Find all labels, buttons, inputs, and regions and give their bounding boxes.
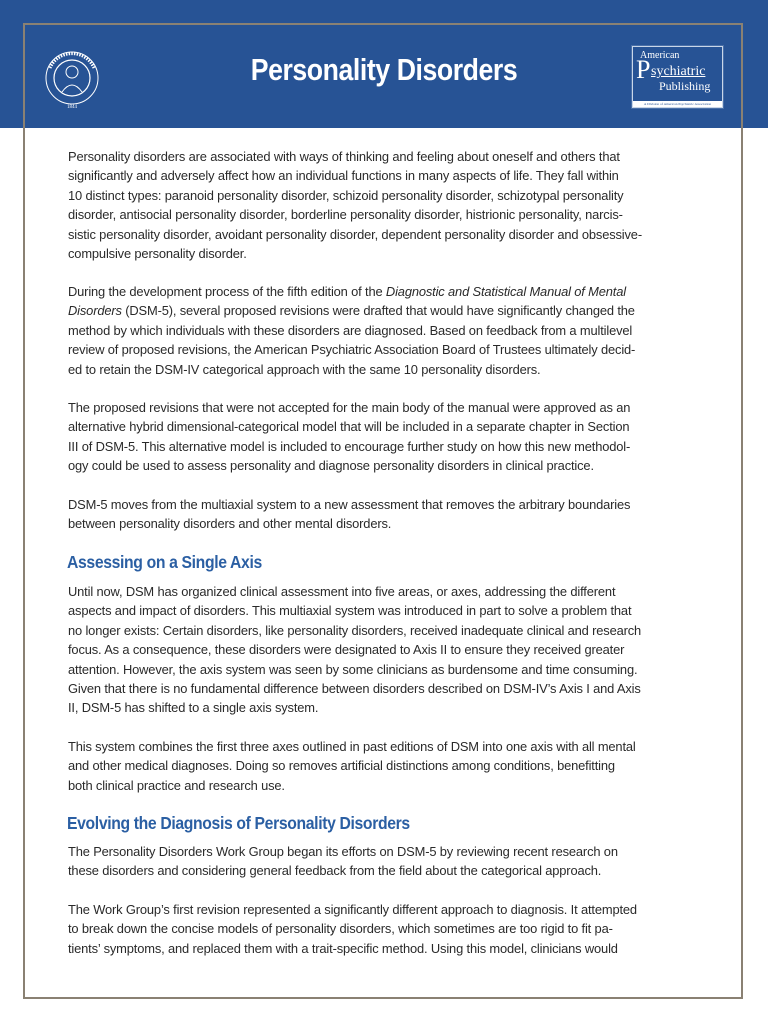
- paragraph-intro: [68, 147, 708, 263]
- text-line: these disorders and considering general feedback from the field about the categorical approach.: [68, 863, 602, 879]
- text-line: and other medical diagnoses. Doing so removes artificial distinctions among conditions, benefitting: [68, 758, 615, 774]
- text-line: Given that there is no fundamental difference between disorders described on DSM-IV’s Axis I and Axis: [68, 681, 641, 697]
- text-line: ed to retain the DSM-IV categorical approach with the same 10 personality disorders.: [68, 361, 541, 377]
- text-line: 10 distinct types: paranoid personality disorder, schizoid personality disorder, schizotypal personality: [68, 187, 624, 203]
- text-line: attention. However, the axis system was seen by some clinicians as burdensome and time consuming.: [68, 661, 638, 677]
- american-psychiatric-publishing-logo: [632, 46, 723, 108]
- text-line: [68, 282, 708, 301]
- text-segment: (DSM-5), several proposed revisions were drafted that would have significantly changed the: [121, 303, 635, 319]
- logo-tagline: A Division of American Psychiatric Association: [633, 101, 722, 107]
- section-heading-evolving-diagnosis: Evolving the Diagnosis of Personality Disorders: [67, 813, 410, 833]
- paragraph-rest: [68, 321, 708, 379]
- text-line: The proposed revisions that were not accepted for the main body of the manual were approved as an: [68, 400, 631, 415]
- text-line: II, DSM-5 has shifted to a single axis system.: [68, 700, 319, 716]
- text-line: aspects and impact of disorders. This multiaxial system was introduced in part to solve a problem that: [68, 603, 632, 619]
- logo-line2: sychiatric: [651, 64, 706, 79]
- logo-line1: American: [640, 50, 680, 61]
- paragraph-axis-history: [68, 582, 708, 718]
- text-line: This system combines the first three axes outlined in past editions of DSM into one axis with all mental: [68, 739, 636, 754]
- text-line: method by which individuals with these disorders are diagnosed. Based on feedback from a multilevel: [68, 322, 633, 338]
- text-line: tients’ symptoms, and replaced them with a trait-specific method. Using this model, clinicians would: [68, 940, 618, 956]
- paragraph-multiaxial: [68, 495, 708, 534]
- book-title-italic: Disorders: [68, 303, 122, 319]
- text-line: review of proposed revisions, the American Psychiatric Association Board of Trustees ultimately decid-: [68, 342, 636, 358]
- text-line: Personality disorders are associated with ways of thinking and feeling about oneself and others that: [68, 149, 620, 164]
- paragraph-combined-axes: [68, 737, 708, 795]
- text-line: significantly and adversely affect how an individual functions in many aspects of life. They fall within: [68, 168, 619, 184]
- book-title-italic: Diagnostic and Statistical Manual of Mental: [385, 284, 626, 299]
- text-line: III of DSM-5. This alternative model is included to encourage further study on how this new methodol-: [68, 438, 631, 454]
- text-line: to break down the concise models of personality disorders, which sometimes are too rigid to fit pa-: [68, 921, 613, 937]
- svg-text:1844: 1844: [67, 105, 77, 110]
- paragraph-first-revision: [68, 900, 708, 958]
- text-line: DSM-5 moves from the multiaxial system to a new assessment that removes the arbitrary boundaries: [68, 497, 631, 512]
- text-line: between personality disorders and other mental disorders.: [68, 516, 392, 532]
- text-line: focus. As a consequence, these disorders were designated to Axis II to ensure they received greater: [68, 642, 625, 658]
- text-line: The Work Group’s first revision represented a significantly different approach to diagnosis. It attempted: [68, 902, 637, 917]
- text-segment: During the development process of the fifth edition of the: [68, 284, 386, 299]
- text-line: alternative hybrid dimensional-categorical model that will be included in a separate chapter in Section: [68, 419, 630, 435]
- section-heading-single-axis: Assessing on a Single Axis: [67, 552, 262, 572]
- text-line: compulsive personality disorder.: [68, 246, 247, 262]
- text-line: ogy could be used to assess personality and diagnose personality disorders in clinical practice.: [68, 458, 594, 474]
- paragraph-dsm5-development: [68, 282, 708, 379]
- paragraph-work-group: [68, 842, 708, 881]
- text-line: Until now, DSM has organized clinical assessment into five areas, or axes, addressing the different: [68, 584, 616, 599]
- logo-line3: Publishing: [659, 79, 711, 93]
- text-line: [68, 301, 708, 320]
- text-line: The Personality Disorders Work Group began its efforts on DSM-5 by reviewing recent research on: [68, 844, 618, 859]
- page-title: Personality Disorders: [250, 52, 518, 87]
- paragraph-alternative-model: [68, 398, 708, 476]
- text-line: both clinical practice and research use.: [68, 777, 285, 793]
- logo-initial: P: [636, 55, 651, 84]
- text-line: sistic personality disorder, avoidant personality disorder, dependent personality disorder and obsessive-: [68, 226, 642, 242]
- text-line: disorder, antisocial personality disorder, borderline personality disorder, histrionic personality, narcis-: [68, 207, 623, 223]
- text-line: no longer exists: Certain disorders, like personality disorders, received inadequate clinical and research: [68, 622, 642, 638]
